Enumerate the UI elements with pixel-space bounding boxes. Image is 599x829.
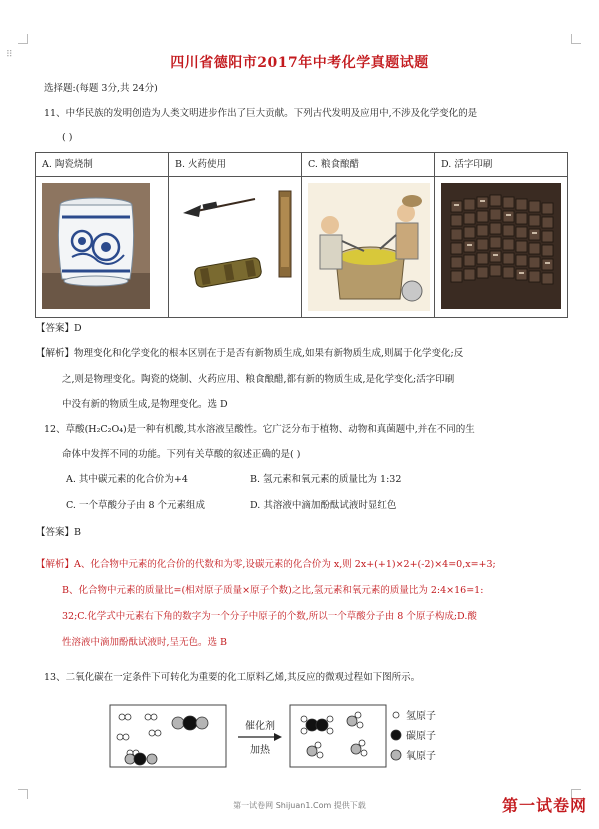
- crop-mark-top-left: [18, 34, 28, 44]
- q12-text-line2: 命体中发挥不同的功能。下列有关草酸的叙述正确的是( ): [62, 449, 301, 460]
- q13-legend-hydrogen: 氢原子: [406, 711, 436, 722]
- q11-option-a-image-cell: [36, 177, 169, 318]
- q13-legend-oxygen: 氧原子: [406, 751, 436, 762]
- q11-option-d-label: D. 活字印刷: [435, 153, 568, 177]
- q13-reaction-diagram: [100, 703, 460, 769]
- q11-option-c-label: C. 粮食酿醋: [302, 153, 435, 177]
- q11-text-line2: ( ): [62, 132, 73, 143]
- q11-answer: 【答案】D: [36, 323, 82, 334]
- q12-analysis-line4: 性溶液中滴加酚酞试液时,呈无色。选 B: [62, 637, 228, 648]
- q11-option-b-label: B. 火药使用: [169, 153, 302, 177]
- porcelain-vase-image: [42, 183, 150, 309]
- q11-analysis-line3: 中没有新的物质生成,是物理变化。选 D: [62, 399, 228, 410]
- q11-option-a-label: A. 陶瓷烧制: [36, 153, 169, 177]
- vinegar-brewing-image: [308, 183, 430, 311]
- q13-text-line1: 13、二氧化碳在一定条件下可转化为重要的化工原料乙烯,其反应的微观过程如下图所示。: [44, 672, 421, 683]
- q11-text-line1: 11、中华民族的发明创造为人类文明进步作出了巨大贡献。下列古代发明及应用中,不涉及化学变化的是: [44, 108, 478, 119]
- drag-handle-icon[interactable]: ⠿: [6, 50, 13, 60]
- q11-analysis-line1: 【解析】物理变化和化学变化的根本区别在于是否有新物质生成,如果有新物质生成,则属于化学变化;反: [36, 348, 464, 359]
- q12-option-d: D. 其溶液中滴加酚酞试液时显红色: [250, 500, 397, 511]
- q11-option-c-image-cell: [302, 177, 435, 318]
- q12-analysis-line3: 32;C.化学式中元素右下角的数字为一个分子中原子的个数,所以一个草酸分子由 8 个原子构成;D.酸: [62, 611, 477, 622]
- q12-option-a: A. 其中碳元素的化合价为+4: [66, 474, 188, 485]
- section-header: 选择题:(每题 3分,共 24分): [44, 83, 158, 94]
- q12-text-line1: 12、草酸(H₂C₂O₄)是一种有机酸,其水溶液呈酸性。它广泛分布于植物、动物和真菌题中,并在不同的生: [44, 424, 475, 435]
- q12-analysis-line2: B、化合物中元素的质量比=(相对原子质量×原子个数)之比,氢元素和氧元素的质量比为 2:4×16=1:: [62, 585, 484, 596]
- q12-option-b: B. 氢元素和氧元素的质量比为 1:32: [250, 474, 402, 485]
- page-title: 四川省德阳市2017年中考化学真题试题: [170, 55, 429, 71]
- q11-option-b-image-cell: [169, 177, 302, 318]
- q11-analysis-line2: 之,则是物理变化。陶瓷的烧制、火药应用、粮食酿醋,都有新的物质生成,是化学变化;活字印刷: [62, 374, 455, 385]
- crop-mark-bottom-left: [18, 789, 28, 799]
- q13-arrow-top-label: 催化剂: [245, 721, 275, 732]
- q12-option-c: C. 一个草酸分子由 8 个元素组成: [66, 500, 206, 511]
- q11-options-table: [35, 152, 568, 318]
- gunpowder-weapons-image: [175, 183, 297, 311]
- q13-legend-carbon: 碳原子: [406, 731, 436, 742]
- q12-answer: 【答案】B: [36, 527, 81, 538]
- q12-analysis-line1: 【解析】A、化合物中元素的化合价的代数和为零,设碳元素的化合价为 x,则 2x+(+1)×2+(-2)×4=0,x=+3;: [36, 559, 496, 570]
- movable-type-image: [441, 183, 561, 309]
- q11-option-d-image-cell: [435, 177, 568, 318]
- crop-mark-top-right: [571, 34, 581, 44]
- page-footer: 第一试卷网 Shijuan1.Com 提供下载: [233, 801, 366, 810]
- q13-arrow-bottom-label: 加热: [250, 745, 270, 756]
- brand-watermark: 第一试卷网: [501, 796, 587, 815]
